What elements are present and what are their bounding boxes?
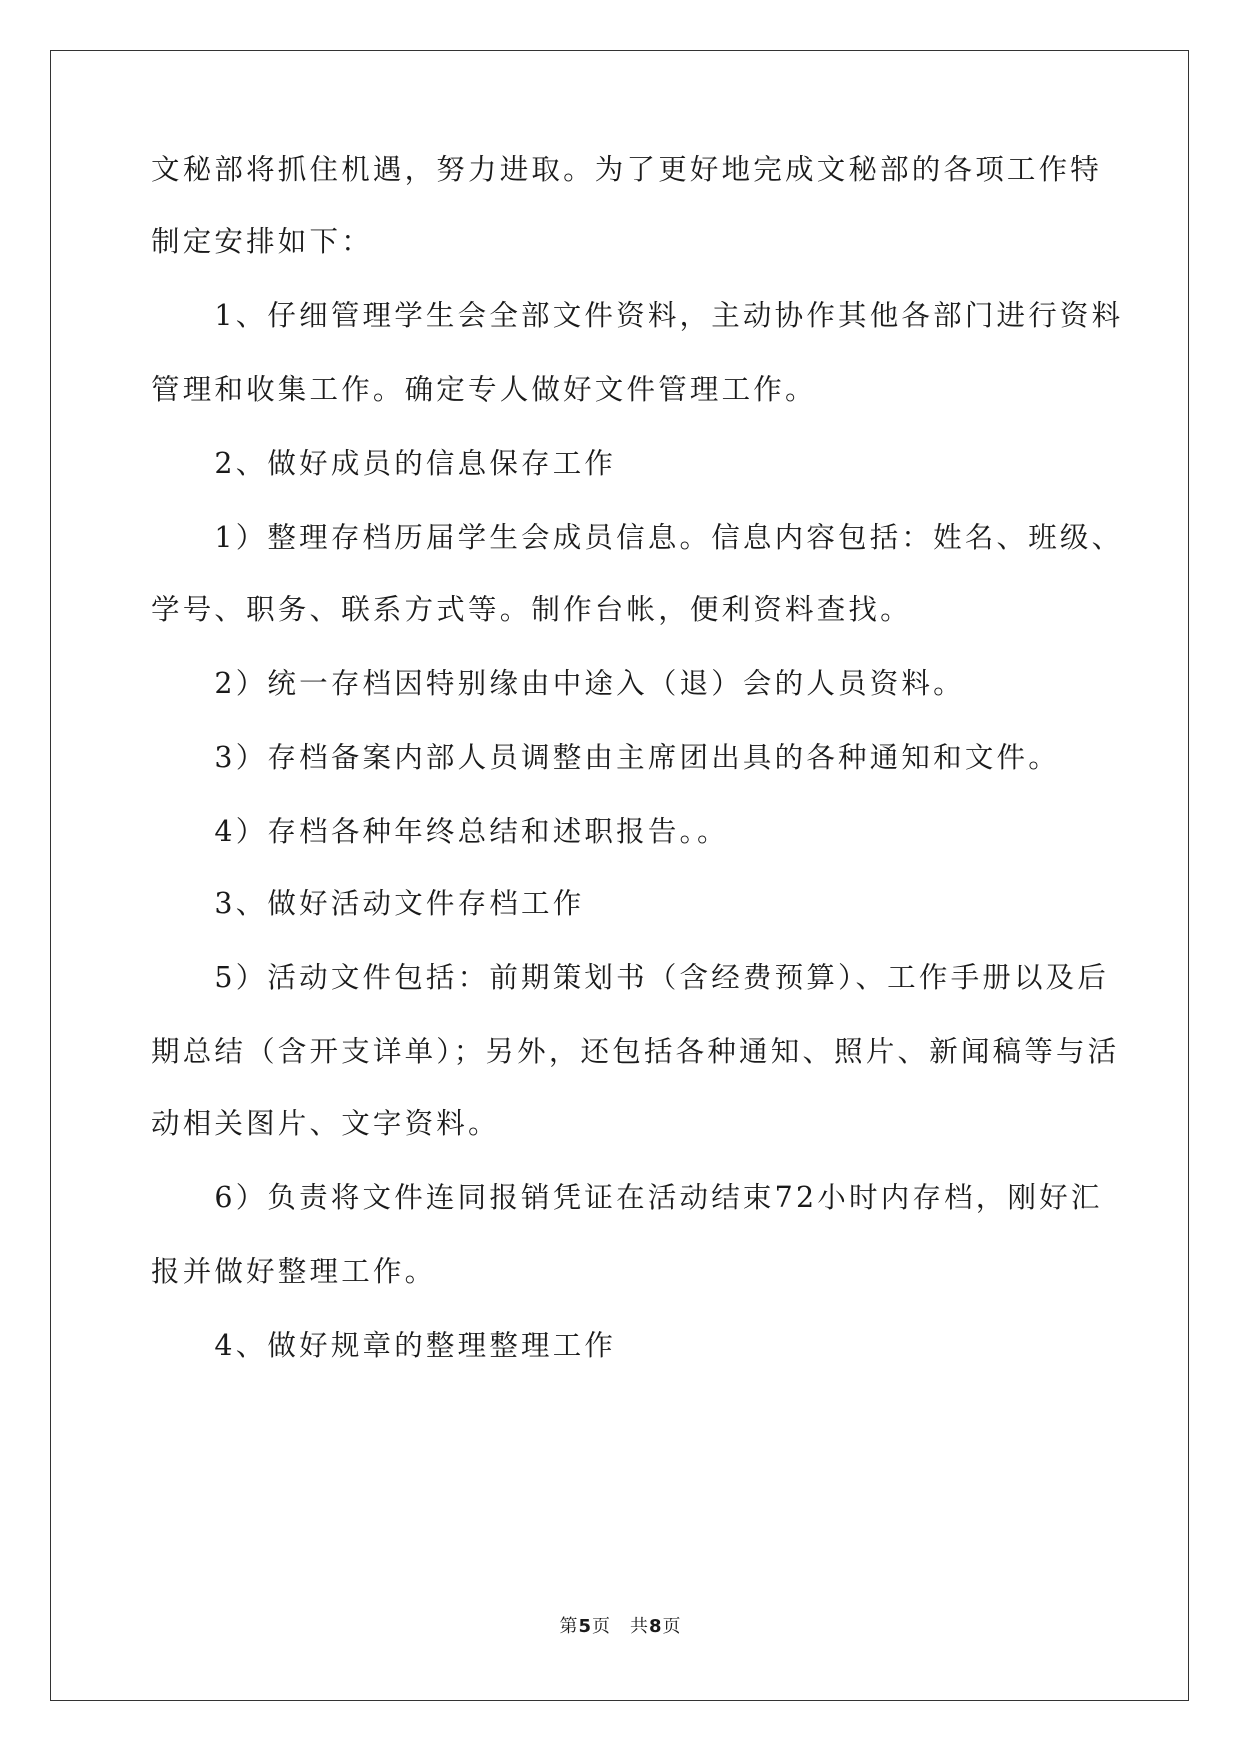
- footer-suffix: 页: [662, 1616, 682, 1637]
- footer-total-pages: 8: [649, 1616, 663, 1637]
- document-line: 动相关图片、文字资料。: [151, 1107, 500, 1140]
- document-line: 3）存档备案内部人员调整由主席团出具的各种通知和文件。: [151, 741, 1060, 774]
- document-line: 学号、职务、联系方式等。制作台帐，便利资料查找。: [151, 593, 912, 626]
- document-line: 6）负责将文件连同报销凭证在活动结束72小时内存档，刚好汇: [151, 1181, 1103, 1214]
- document-line: 报并做好整理工作。: [151, 1255, 437, 1288]
- document-line: 4）存档各种年终总结和述职报告。。: [151, 815, 729, 848]
- document-line: 2、做好成员的信息保存工作: [151, 447, 617, 480]
- page-footer: [0, 1612, 1241, 1638]
- document-line: 2）统一存档因特别缘由中途入（退）会的人员资料。: [151, 667, 965, 700]
- document-line: 3、做好活动文件存档工作: [151, 887, 585, 920]
- document-line: 制定安排如下：: [151, 225, 373, 258]
- document-line: 5）活动文件包括：前期策划书（含经费预算）、工作手册以及后: [151, 961, 1110, 994]
- document-line: 期总结（含开支详单）；另外，还包括各种通知、照片、新闻稿等与活: [151, 1035, 1120, 1068]
- document-line: 文秘部将抓住机遇，努力进取。为了更好地完成文秘部的各项工作特: [151, 153, 1103, 186]
- footer-prefix: 第: [559, 1616, 579, 1637]
- document-line: 管理和收集工作。确定专人做好文件管理工作。: [151, 373, 817, 406]
- document-line: 4、做好规章的整理整理工作: [151, 1329, 617, 1362]
- footer-page-number: 5: [578, 1616, 592, 1637]
- document-line: 1）整理存档历届学生会成员信息。信息内容包括：姓名、班级、: [151, 521, 1124, 554]
- document-line: 1、仔细管理学生会全部文件资料，主动协作其他各部门进行资料: [151, 299, 1124, 332]
- footer-middle: 页 共: [592, 1616, 649, 1637]
